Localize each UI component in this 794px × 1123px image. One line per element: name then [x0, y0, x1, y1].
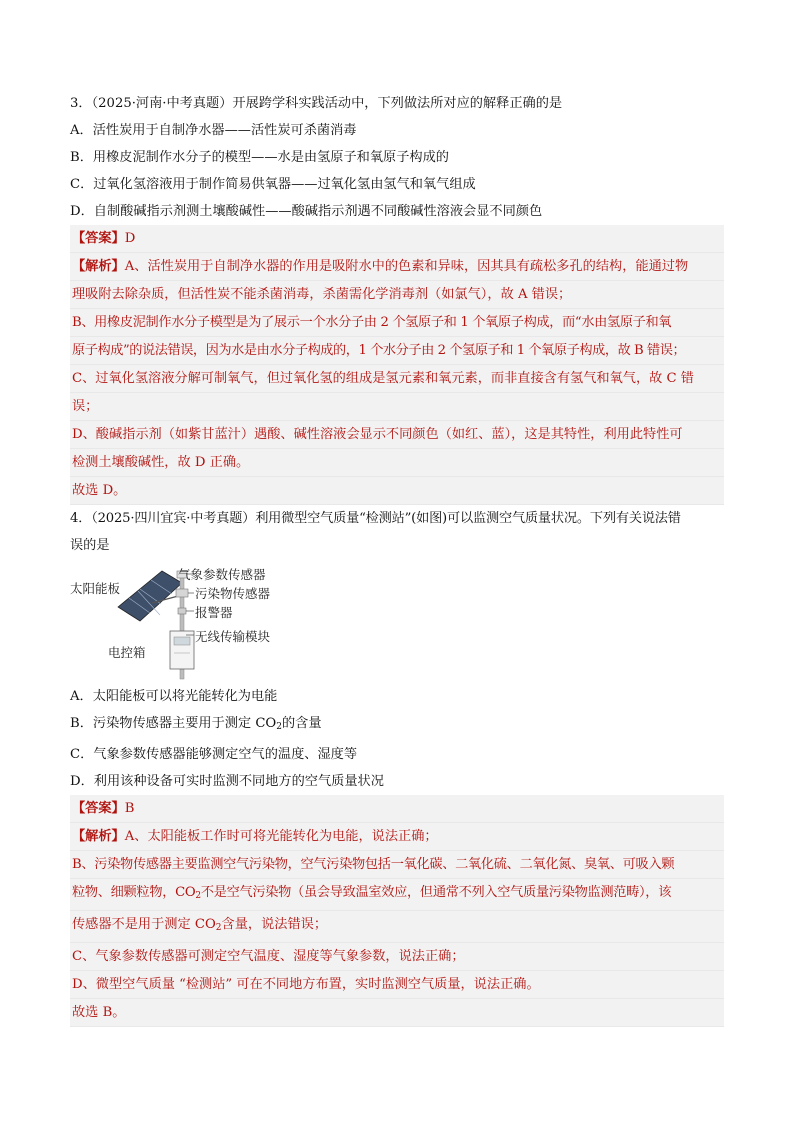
option-d: D．自制酸碱指示剂测土壤酸碱性——酸碱指示剂遇不同酸碱性溶液会显不同颜色 — [70, 204, 543, 219]
analysis-line: B、污染物传感器主要监测空气污染物，空气污染物包括一氧化碳、二氧化硫、二氧化氮、臭氧、可吸入颗 — [70, 851, 724, 879]
question-stem: 4．（2025·四川宜宾·中考真题）利用微型空气质量“检测站”(如图)可以监测空气质量状况。下列有关说法错 — [70, 511, 681, 526]
question-stem-continued: 误的是 — [70, 538, 110, 553]
analysis-label: 【解析】 — [72, 259, 125, 274]
analysis-line — [70, 823, 724, 851]
option-b — [70, 710, 724, 741]
question-stem: 3．（2025·河南·中考真题）开展跨学科实践活动中，下列做法所对应的解释正确的是 — [70, 96, 563, 111]
analysis-text: A、活性炭用于自制净水器的作用是吸附水中的色素和异味，因其具有疏松多孔的结构，能通过物 — [124, 259, 689, 274]
option-b: B．用橡皮泥制作水分子的模型——水是由氢原子和氧原子构成的 — [70, 150, 449, 165]
analysis-line: C、气象参数传感器可测定空气温度、湿度等气象参数，说法正确； — [70, 943, 724, 971]
pollutant-sensor-label: 污染物传感器 — [195, 586, 271, 601]
option-d: D．利用该种设备可实时监测不同地方的空气质量状况 — [70, 774, 384, 789]
analysis-line — [70, 253, 724, 281]
analysis-text: 传感器不是用于测定 CO — [72, 917, 216, 932]
analysis-text: 粒物、细颗粒物，CO — [72, 885, 196, 900]
option-c: C．过氧化氢溶液用于制作简易供氧器——过氧化氢由氢气和氧气组成 — [70, 177, 476, 192]
analysis-line: 理吸附去除杂质，但活性炭不能杀菌消毒，杀菌需化学消毒剂（如氯气），故 A 错误； — [70, 281, 724, 309]
option-b-text: B．污染物传感器主要用于测定 CO — [70, 716, 277, 731]
analysis-line: 原子构成”的说法错误，因为水是由水分子构成的，1 个水分子由 2 个氢原子和 1 个氧原子构成，故 B 错误； — [70, 337, 724, 365]
answer-label: 【答案】 — [72, 231, 125, 246]
wireless-module-label: 无线传输模块 — [195, 629, 271, 644]
option-c: C．气象参数传感器能够测定空气的温度、湿度等 — [70, 747, 358, 762]
answer-line — [70, 225, 724, 253]
monitoring-station-figure — [70, 563, 310, 681]
answer-value: B — [124, 801, 135, 816]
solar-panel-label: 太阳能板 — [70, 581, 121, 596]
analysis-line: 检测土壤酸碱性，故 D 正确。 — [70, 449, 724, 477]
subscript: 2 — [195, 891, 201, 901]
control-box-label: 电控箱 — [108, 645, 146, 660]
analysis-line — [70, 911, 724, 943]
option-b-text-end: 的含量 — [281, 716, 322, 731]
analysis-line — [70, 879, 724, 911]
analysis-line: D、酸碱指示剂（如紫甘蓝汁）遇酸、碱性溶液会显示不同颜色（如红、蓝），这是其特性，利用此特性可 — [70, 421, 724, 449]
document-page — [70, 90, 724, 1027]
analysis-text: 含量，说法错误； — [221, 917, 328, 932]
subscript: 2 — [276, 722, 282, 732]
analysis-line: C、过氧化氢溶液分解可制氧气，但过氧化氢的组成是氢元素和氧元素，而非直接含有氢气和氧气，故 C 错 — [70, 365, 724, 393]
weather-sensor-label: 气象参数传感器 — [178, 567, 266, 582]
analysis-line: 误； — [70, 393, 724, 421]
subscript: 2 — [215, 923, 222, 933]
analysis-text: 不是空气污染物（虽会导致温室效应，但通常不列入空气质量污染物监测范畴），该 — [200, 885, 672, 900]
option-a: A．太阳能板可以将光能转化为电能 — [70, 689, 278, 704]
question-3 — [70, 90, 724, 505]
analysis-line: 故选 B。 — [70, 999, 724, 1027]
answer-section — [70, 225, 724, 505]
analysis-text: A、太阳能板工作时可将光能转化为电能，说法正确； — [124, 829, 438, 844]
analysis-line: D、微型空气质量 “检测站” 可在不同地方布置，实时监测空气质量，说法正确。 — [70, 971, 724, 999]
question-4 — [70, 505, 724, 1027]
answer-label: 【答案】 — [72, 801, 125, 816]
option-a: A．活性炭用于自制净水器——活性炭可杀菌消毒 — [70, 123, 357, 138]
analysis-label: 【解析】 — [72, 829, 125, 844]
answer-section — [70, 795, 724, 1027]
answer-value: D — [124, 231, 136, 246]
analysis-line: B、用橡皮泥制作水分子模型是为了展示一个水分子由 2 个氢原子和 1 个氧原子构成，而“水由氢原子和氧 — [70, 309, 724, 337]
alarm-label: 报警器 — [195, 605, 233, 620]
answer-line — [70, 795, 724, 823]
analysis-line: 故选 D。 — [70, 477, 724, 505]
